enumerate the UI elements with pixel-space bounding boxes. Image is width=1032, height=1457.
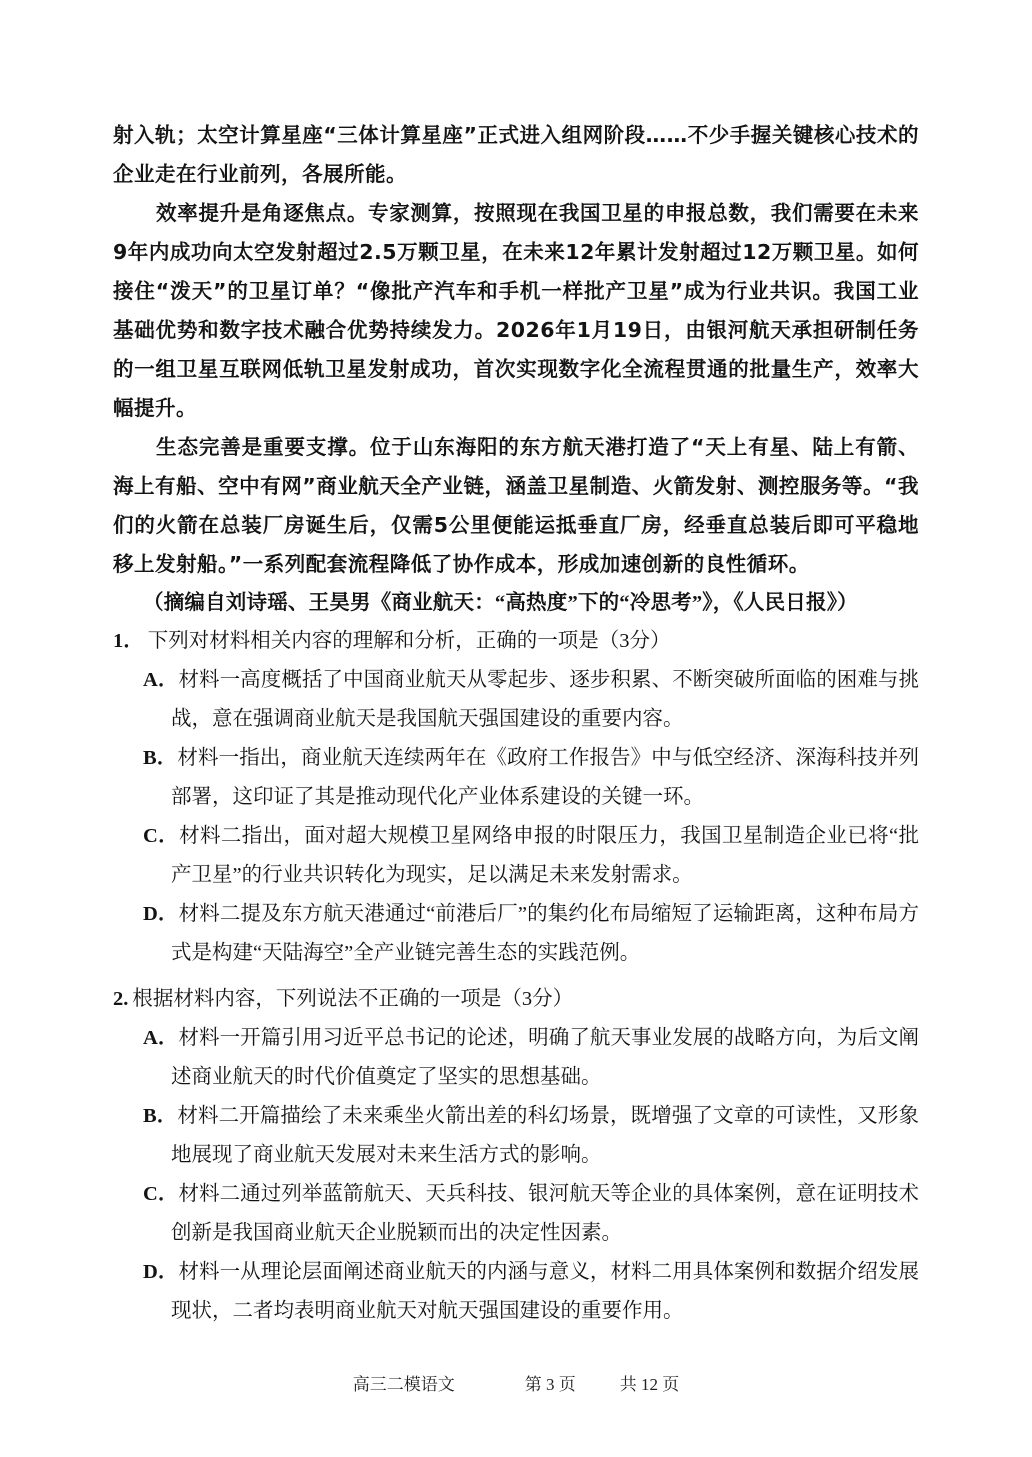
option-b bbox=[143, 1097, 919, 1175]
option-d bbox=[143, 1253, 919, 1331]
option-letter: B． bbox=[143, 747, 178, 769]
passage-paragraph-3: 生态完善是重要支撑。位于山东海阳的东方航天港打造了“天上有星、陆上有箭、海上有船、空中有网”商业航天全产业链，涵盖卫星制造、火箭发射、测控服务等。“我们的火箭在总装厂房诞生后，仅需5公里便能运抵垂直厂房，经垂直总装后即可平稳地移上发射船。”一系列配套流程降低了协作成本，形成加速创新的良性循环。 bbox=[113, 435, 919, 576]
footer-subject: 高三二模语文 bbox=[352, 1375, 455, 1394]
question-number: 1． bbox=[113, 630, 144, 652]
option-text: 材料一开篇引用习近平总书记的论述，明确了航天事业发展的战略方向，为后文阐述商业航天的时代价值奠定了坚实的思想基础。 bbox=[171, 1027, 919, 1088]
option-letter: C． bbox=[143, 825, 180, 847]
question-list bbox=[113, 622, 919, 1338]
question-number: 2. bbox=[113, 988, 129, 1010]
question-text: 根据材料内容，下列说法不正确的一项是（3分） bbox=[132, 988, 574, 1010]
question-text: 下列对材料相关内容的理解和分析，正确的一项是（3分） bbox=[147, 630, 671, 652]
passage-paragraph-1: 射入轨；太空计算星座“三体计算星座”正式进入组网阶段……不少手握关键核心技术的企业走在行业前列，各展所能。 bbox=[113, 123, 919, 186]
option-letter: B． bbox=[143, 1105, 178, 1127]
option-a bbox=[143, 1019, 919, 1097]
passage-paragraph-2: 效率提升是角逐焦点。专家测算，按照现在我国卫星的申报总数，我们需要在未来9年内成功向太空发射超过2.5万颗卫星，在未来12年累计发射超过12万颗卫星。如何接住“泼天”的卫星订单？“像批产汽车和手机一样批产卫星”成为行业共识。我国工业基础优势和数字技术融合优势持续发力。2026年1月19日，由银河航天承担研制任务的一组卫星互联网低轨卫星发射成功，首次实现数字化全流程贯通的批量生产，效率大幅提升。 bbox=[113, 201, 919, 420]
option-text: 材料一从理论层面阐述商业航天的内涵与意义，材料二用具体案例和数据介绍发展现状，二者均表明商业航天对航天强国建设的重要作用。 bbox=[171, 1261, 919, 1322]
option-b bbox=[143, 739, 919, 817]
option-letter: A． bbox=[143, 1027, 179, 1049]
question-stem bbox=[113, 622, 919, 661]
option-text: 材料一指出，商业航天连续两年在《政府工作报告》中与低空经济、深海科技并列部署，这印证了其是推动现代化产业体系建设的关键一环。 bbox=[171, 747, 919, 808]
option-letter: D． bbox=[143, 1261, 179, 1283]
footer-total-pages: 共 12 页 bbox=[619, 1375, 680, 1394]
page-footer bbox=[0, 1370, 1032, 1395]
question-2 bbox=[113, 980, 919, 1331]
passage-source: （摘编自刘诗瑶、王昊男《商业航天：“高热度”下的“冷思考”》，《人民日报》） bbox=[143, 592, 858, 614]
option-letter: A． bbox=[143, 669, 179, 691]
option-a bbox=[143, 661, 919, 739]
option-c bbox=[143, 817, 919, 895]
question-1 bbox=[113, 622, 919, 973]
option-letter: D． bbox=[143, 903, 179, 925]
option-text: 材料二指出，面对超大规模卫星网络申报的时限压力，我国卫星制造企业已将“批产卫星”的行业共识转化为现实，足以满足未来发射需求。 bbox=[171, 825, 919, 886]
question-stem bbox=[113, 980, 919, 1019]
option-text: 材料一高度概括了中国商业航天从零起步、逐步积累、不断突破所面临的困难与挑战，意在强调商业航天是我国航天强国建设的重要内容。 bbox=[171, 669, 919, 730]
reading-passage bbox=[113, 116, 919, 623]
option-text: 材料二提及东方航天港通过“前港后厂”的集约化布局缩短了运输距离，这种布局方式是构建“天陆海空”全产业链完善生态的实践范例。 bbox=[171, 903, 919, 964]
option-letter: C． bbox=[143, 1183, 179, 1205]
footer-page-number: 第 3 页 bbox=[524, 1375, 576, 1394]
option-c bbox=[143, 1175, 919, 1253]
option-d bbox=[143, 895, 919, 973]
option-text: 材料二通过列举蓝箭航天、天兵科技、银河航天等企业的具体案例，意在证明技术创新是我国商业航天企业脱颖而出的决定性因素。 bbox=[171, 1183, 919, 1244]
option-text: 材料二开篇描绘了未来乘坐火箭出差的科幻场景，既增强了文章的可读性，又形象地展现了商业航天发展对未来生活方式的影响。 bbox=[171, 1105, 919, 1166]
